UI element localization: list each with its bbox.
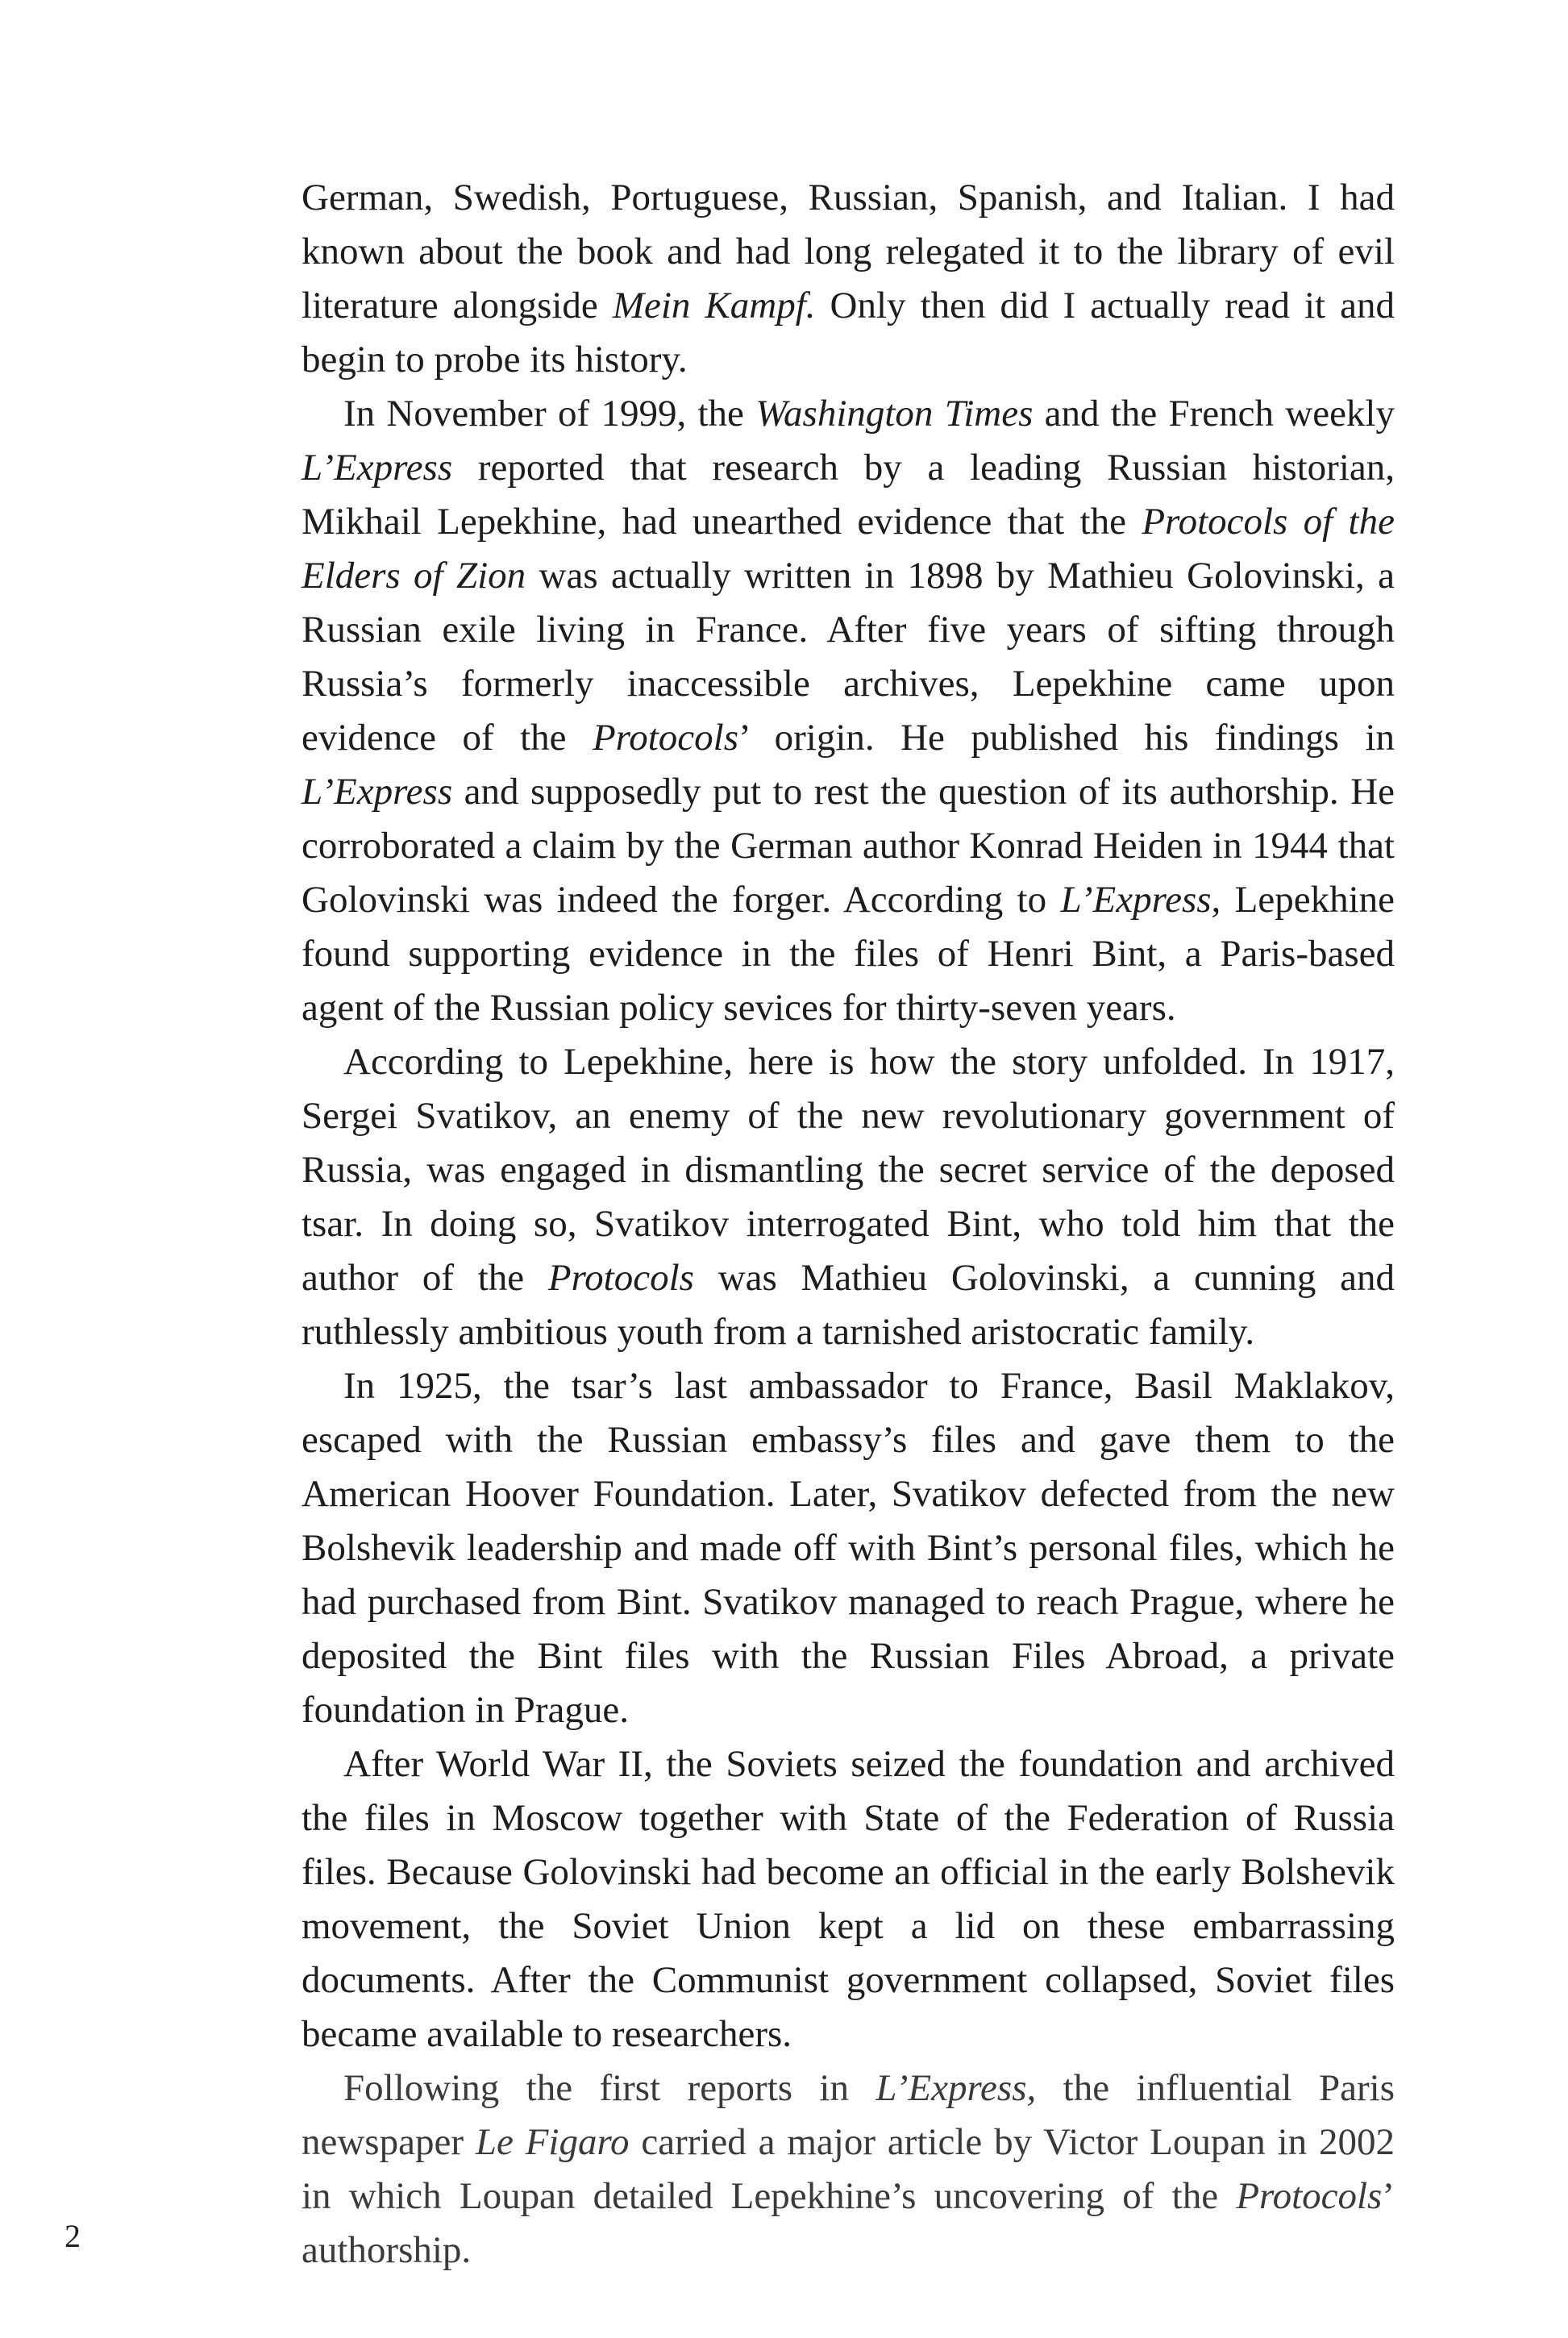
- text-run: Only then did I actually read it and begin to probe its history.: [302, 285, 1395, 381]
- italic-text: L’Express,: [1060, 879, 1221, 921]
- paragraph: [302, 387, 1395, 1035]
- text-run: ’ origin. He published his findings in: [738, 717, 1395, 759]
- text-run: Lepekhine found supporting evidence in the files of Henri Bint, a Paris-based agent of the Russian policy sevices for thirty-seven years.: [302, 879, 1395, 1029]
- text-run: carried a major article by Victor Loupan in 2002 in which Loupan detailed Lepekhine’s uncovering of the: [302, 2121, 1395, 2217]
- text-run: After World War II, the Soviets seized the foundation and archived the files in Moscow together with State of the Federation of Russia files. Because Golovinski had become an official in the early Bolshevik movement, the Soviet Union kept a lid on these embarrassing documents. After the Communist government collapsed, Soviet files became available to researchers.: [302, 1743, 1395, 2055]
- text-run: reported that research by a leading Russian historian, Mikhail Lepekhine, had unearthed evidence that the: [302, 447, 1395, 543]
- text-run: was actually written in 1898 by Mathieu Golovinski, a Russian exile living in France. After five years of sifting through Russia’s formerly inaccessible archives, Lepekhine came upon evidence of the: [302, 555, 1395, 759]
- text-run: According to Lepekhine, here is how the story unfolded. In 1917, Sergei Svatikov, an enemy of the new revolutionary government of Russia, was engaged in dismantling the secret service of the deposed tsar. In doing so, Svatikov interrogated Bint, who told him that the author of the: [302, 1041, 1395, 1299]
- text-run: and the French weekly: [1033, 393, 1395, 435]
- italic-text: Protocols of the Elders of Zion: [302, 501, 1395, 597]
- italic-text: L’Express,: [876, 2067, 1037, 2109]
- italic-text: Le Figaro: [475, 2121, 630, 2163]
- text-run: German, Swedish, Portuguese, Russian, Spanish, and Italian. I had known about the book and had long relegated it to the library of evil literature alongside: [302, 177, 1395, 327]
- text-run: In November of 1999, the: [343, 393, 756, 435]
- text-run: In 1925, the tsar’s last ambassador to France, Basil Maklakov, escaped with the Russian embassy’s files and gave them to the American Hoover Foundation. Later, Svatikov defected from the new Bolshevik leadership and made off with Bint’s personal files, which he had purchased from Bint. Svatikov managed to reach Prague, where he deposited the Bint files with the Russian Files Abroad, a private foundation in Prague.: [302, 1365, 1395, 1731]
- italic-text: L’Express: [302, 447, 453, 489]
- italic-text: Protocols: [592, 717, 738, 759]
- paragraph: [302, 1035, 1395, 1359]
- italic-text: Protocols: [1236, 2175, 1383, 2217]
- text-run: the influential Paris newspaper: [302, 2067, 1395, 2163]
- paragraph: [302, 2061, 1395, 2278]
- page-number: 2: [64, 2218, 81, 2254]
- italic-text: Washington Times: [755, 393, 1034, 435]
- text-run: and supposedly put to rest the question of its authorship. He corroborated a claim by the German author Konrad Heiden in 1944 that Golovinski was indeed the forger. According to: [302, 771, 1395, 921]
- italic-text: Protocols: [547, 1257, 694, 1299]
- italic-text: L’Express: [302, 771, 453, 813]
- text-run: ’ authorship.: [302, 2175, 1395, 2271]
- paragraph: [302, 1359, 1395, 1737]
- paragraph: [302, 1737, 1395, 2061]
- text-run: was Mathieu Golovinski, a cunning and ruthlessly ambitious youth from a tarnished aristocratic family.: [302, 1257, 1395, 1353]
- text-run: Following the first reports in: [343, 2067, 876, 2109]
- italic-text: Mein Kampf.: [612, 285, 816, 327]
- paragraph: [302, 171, 1395, 387]
- body-text: [302, 171, 1395, 2278]
